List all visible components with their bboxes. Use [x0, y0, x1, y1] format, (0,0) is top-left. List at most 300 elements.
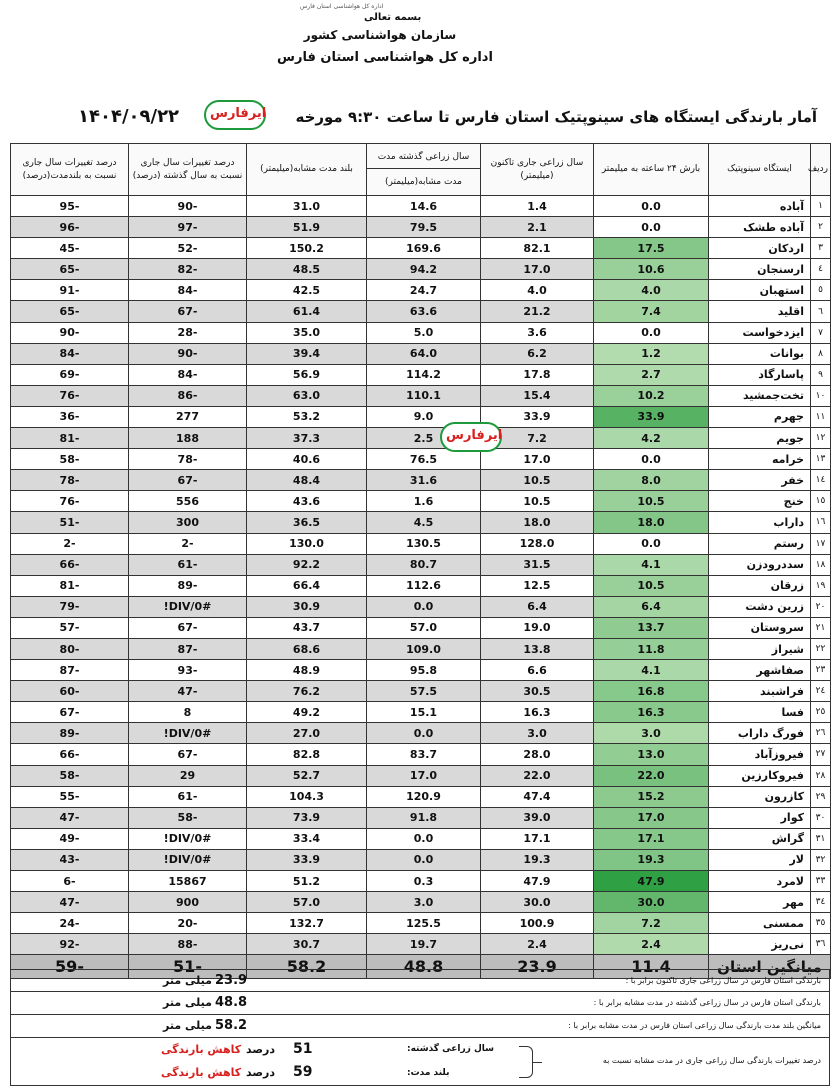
station-name: جهرم	[709, 406, 811, 427]
table-row	[11, 301, 831, 322]
rain24: 22.0	[594, 765, 709, 786]
pct-long: -65	[11, 259, 129, 280]
station-name: خفر	[709, 470, 811, 491]
pct-prev: -2	[129, 533, 247, 554]
station-name: آباده	[709, 196, 811, 217]
pct-long: -49	[11, 828, 129, 849]
rain24: 33.9	[594, 406, 709, 427]
header-prev-year-bottom: مدت مشابه(میلیمتر)	[385, 176, 462, 187]
table-row	[11, 470, 831, 491]
row-idx: ۲	[811, 217, 831, 238]
station-name: آباده طشک	[709, 217, 811, 238]
longterm: 42.5	[247, 280, 367, 301]
station-name: جویم	[709, 428, 811, 449]
current-year: 47.4	[481, 786, 594, 807]
current-year: 82.1	[481, 238, 594, 259]
longterm: 48.4	[247, 470, 367, 491]
longterm: 35.0	[247, 322, 367, 343]
rain24: 3.0	[594, 723, 709, 744]
table-row	[11, 364, 831, 385]
current-year: 6.2	[481, 343, 594, 364]
current-year: 12.5	[481, 575, 594, 596]
summary-percent-label: درصد تغییرات بارندگی سال زراعی جاری در مدت مشابه نسبت به	[602, 1056, 821, 1065]
prev-year: 94.2	[367, 259, 481, 280]
summary-current-label: بارندگی استان فارس در سال زراعی جاری تاکنون برابر با :	[625, 976, 821, 985]
current-year: 30.0	[481, 892, 594, 913]
report-title: آمار بارندگی ایستگاه های سینوپتیک استان فارس تا ساعت ۹:۳۰ مورخه	[295, 108, 817, 126]
prev-year: 5.0	[367, 322, 481, 343]
rain24: 18.0	[594, 512, 709, 533]
longterm: 73.9	[247, 807, 367, 828]
table-row	[11, 491, 831, 512]
table-row	[11, 238, 831, 259]
summary-box	[10, 969, 830, 1086]
prev-year: 114.2	[367, 364, 481, 385]
current-year: 19.3	[481, 849, 594, 870]
row-idx: ۲۲	[811, 638, 831, 659]
station-name: زرقان	[709, 575, 811, 596]
current-year: 7.2	[481, 428, 594, 449]
row-idx: ۹	[811, 364, 831, 385]
row-idx: ۲۱	[811, 617, 831, 638]
table-row	[11, 343, 831, 364]
station-name: گراش	[709, 828, 811, 849]
summary-previous-value: 48.8	[215, 995, 248, 1010]
summary-row-current	[10, 969, 830, 992]
longterm: 48.9	[247, 660, 367, 681]
station-name: کازرون	[709, 786, 811, 807]
prev-year: 9.0	[367, 406, 481, 427]
pct-long: -58	[11, 449, 129, 470]
row-idx: ٦	[811, 301, 831, 322]
row-idx: ۱۳	[811, 449, 831, 470]
table-row	[11, 744, 831, 765]
table-row	[11, 385, 831, 406]
pct-long: -65	[11, 301, 129, 322]
station-name: فراشبند	[709, 681, 811, 702]
current-year: 100.9	[481, 913, 594, 934]
table-row	[11, 934, 831, 955]
longterm: 57.0	[247, 892, 367, 913]
current-year: 6.6	[481, 660, 594, 681]
pct-long: -89	[11, 723, 129, 744]
station-name: فسا	[709, 702, 811, 723]
pct-long: -95	[11, 196, 129, 217]
pct-prev: #DIV/0!	[129, 849, 247, 870]
current-year: 10.5	[481, 470, 594, 491]
longterm: 40.6	[247, 449, 367, 470]
summary-sub-longterm: بلند مدت:	[407, 1068, 450, 1078]
row-idx: ۲٦	[811, 723, 831, 744]
station-name: خرامه	[709, 449, 811, 470]
station-name: داراب	[709, 512, 811, 533]
row-idx: ۳۱	[811, 828, 831, 849]
longterm: 76.2	[247, 681, 367, 702]
table-row	[11, 702, 831, 723]
row-idx: ۲٥	[811, 702, 831, 723]
pct-long: -6	[11, 871, 129, 892]
rain24: 30.0	[594, 892, 709, 913]
table-row	[11, 807, 831, 828]
prev-year: 17.0	[367, 765, 481, 786]
summary-longterm-unit: میلی متر	[163, 1019, 212, 1032]
longterm: 33.4	[247, 828, 367, 849]
prev-year: 130.5	[367, 533, 481, 554]
rain24: 4.0	[594, 280, 709, 301]
pct-prev: -84	[129, 280, 247, 301]
row-idx: ۳٤	[811, 892, 831, 913]
prev-year: 0.0	[367, 723, 481, 744]
pct-prev: -90	[129, 343, 247, 364]
pct-long: -92	[11, 934, 129, 955]
pct-prev: -61	[129, 786, 247, 807]
average-pct-prev: -51	[129, 955, 247, 979]
table-row	[11, 533, 831, 554]
longterm: 48.5	[247, 259, 367, 280]
current-year: 33.9	[481, 406, 594, 427]
table-row	[11, 428, 831, 449]
pct-long: -36	[11, 406, 129, 427]
rain24: 10.5	[594, 575, 709, 596]
pct-prev: -93	[129, 660, 247, 681]
row-idx: ۱۱	[811, 406, 831, 427]
row-idx: ۱	[811, 196, 831, 217]
station-name: بوانات	[709, 343, 811, 364]
header-current-year: سال زراعی جاری تاکنون (میلیمتر)	[481, 144, 594, 196]
header-idx: ردیف	[811, 144, 831, 196]
prev-year: 4.5	[367, 512, 481, 533]
summary-current-value: 23.9	[215, 973, 248, 988]
basmala: بسمه تعالی	[364, 12, 422, 23]
pct-prev: 15867	[129, 871, 247, 892]
prev-year: 14.6	[367, 196, 481, 217]
station-name: کوار	[709, 807, 811, 828]
summary-previous-label: بارندگی استان فارس در سال زراعی گذشته در مدت مشابه برابر با :	[593, 998, 821, 1007]
row-idx: ۳۰	[811, 807, 831, 828]
row-idx: ۱٥	[811, 491, 831, 512]
table-row	[11, 913, 831, 934]
prev-year: 0.0	[367, 828, 481, 849]
rain24: 0.0	[594, 196, 709, 217]
row-idx: ۳٥	[811, 913, 831, 934]
current-year: 10.5	[481, 491, 594, 512]
longterm: 30.9	[247, 596, 367, 617]
current-year: 16.3	[481, 702, 594, 723]
pct-prev: -61	[129, 554, 247, 575]
pct-prev: -67	[129, 470, 247, 491]
rain24: 10.6	[594, 259, 709, 280]
pct-prev: 900	[129, 892, 247, 913]
header-prev-year-top: سال زراعی گذشته مدت	[367, 145, 480, 169]
logo-text-watermark: ایرفارس	[446, 428, 503, 443]
table-row	[11, 406, 831, 427]
rain24: 19.3	[594, 849, 709, 870]
average-longterm: 58.2	[247, 955, 367, 979]
row-idx: ۱۹	[811, 575, 831, 596]
table-row	[11, 322, 831, 343]
pct-prev: -28	[129, 322, 247, 343]
row-idx: ۸	[811, 343, 831, 364]
current-year: 18.0	[481, 512, 594, 533]
rain24: 7.2	[594, 913, 709, 934]
rain24: 4.1	[594, 554, 709, 575]
pct-long: -47	[11, 807, 129, 828]
pct-prev: -88	[129, 934, 247, 955]
row-idx: ۳۳	[811, 871, 831, 892]
header-pct-prev: درصد تغییرات سال جاری نسبت به سال گذشته (درصد)	[129, 144, 247, 196]
current-year: 1.4	[481, 196, 594, 217]
station-name: اردکان	[709, 238, 811, 259]
summary-longterm-label: میانگین بلند مدت بارندگی سال زراعی استان فارس در مدت مشابه برابر با :	[568, 1021, 821, 1030]
row-idx: ۲۳	[811, 660, 831, 681]
rain24: 2.7	[594, 364, 709, 385]
pct-long: -47	[11, 892, 129, 913]
pct-long: -24	[11, 913, 129, 934]
table-row	[11, 596, 831, 617]
rain24: 16.8	[594, 681, 709, 702]
prev-year: 76.5	[367, 449, 481, 470]
longterm: 61.4	[247, 301, 367, 322]
station-name: فیروزآباد	[709, 744, 811, 765]
prev-year: 19.7	[367, 934, 481, 955]
prev-year: 57.0	[367, 617, 481, 638]
pct-long: -87	[11, 660, 129, 681]
pct-prev: -58	[129, 807, 247, 828]
longterm: 66.4	[247, 575, 367, 596]
pct-long: -78	[11, 470, 129, 491]
row-idx: ۲٤	[811, 681, 831, 702]
summary-current-unit: میلی متر	[163, 974, 212, 987]
station-name: ممسنی	[709, 913, 811, 934]
rain24: 17.1	[594, 828, 709, 849]
pct-long: -45	[11, 238, 129, 259]
prev-year: 83.7	[367, 744, 481, 765]
current-year: 17.0	[481, 449, 594, 470]
pct-long: -90	[11, 322, 129, 343]
longterm: 130.0	[247, 533, 367, 554]
pct-long: -96	[11, 217, 129, 238]
prev-year: 24.7	[367, 280, 481, 301]
longterm: 132.7	[247, 913, 367, 934]
summary-previous-unit: میلی متر	[163, 996, 212, 1009]
row-idx: ۳	[811, 238, 831, 259]
table-row	[11, 828, 831, 849]
pct-long: -66	[11, 744, 129, 765]
pct-prev: -89	[129, 575, 247, 596]
pct-prev: -82	[129, 259, 247, 280]
rain24: 47.9	[594, 871, 709, 892]
table-row	[11, 660, 831, 681]
logo-text: ایرفارس	[210, 106, 267, 121]
pct-prev: -97	[129, 217, 247, 238]
header-pct-long: درصد تغییرات سال جاری نسبت به بلندمدت(درصد)	[11, 144, 129, 196]
table-row	[11, 786, 831, 807]
rain24: 13.0	[594, 744, 709, 765]
summary-pct-longterm: 59	[293, 1064, 313, 1080]
table-row	[11, 681, 831, 702]
longterm: 82.8	[247, 744, 367, 765]
current-year: 22.0	[481, 765, 594, 786]
longterm: 30.7	[247, 934, 367, 955]
current-year: 17.1	[481, 828, 594, 849]
current-year: 2.1	[481, 217, 594, 238]
pct-prev: -67	[129, 617, 247, 638]
pct-long: -69	[11, 364, 129, 385]
longterm: 52.7	[247, 765, 367, 786]
station-name: صفاشهر	[709, 660, 811, 681]
report-title-bar	[0, 100, 837, 136]
table-row	[11, 723, 831, 744]
prev-year: 64.0	[367, 343, 481, 364]
longterm: 39.4	[247, 343, 367, 364]
row-idx: ۷	[811, 322, 831, 343]
current-year: 3.0	[481, 723, 594, 744]
rain24: 17.0	[594, 807, 709, 828]
station-name: تخت‌جمشید	[709, 385, 811, 406]
prev-year: 79.5	[367, 217, 481, 238]
row-idx: ۱۸	[811, 554, 831, 575]
rain24: 0.0	[594, 217, 709, 238]
longterm: 68.6	[247, 638, 367, 659]
table-row	[11, 617, 831, 638]
row-idx: ۳٦	[811, 934, 831, 955]
rain24: 10.5	[594, 491, 709, 512]
prev-year: 80.7	[367, 554, 481, 575]
pct-prev: -52	[129, 238, 247, 259]
prev-year: 1.6	[367, 491, 481, 512]
header-longterm: بلند مدت مشابه(میلیمتر)	[247, 144, 367, 196]
row-idx: ۱٤	[811, 470, 831, 491]
current-year: 21.2	[481, 301, 594, 322]
table-body	[11, 196, 831, 955]
rain24: 13.7	[594, 617, 709, 638]
station-name: ارسنجان	[709, 259, 811, 280]
average-label: میانگین استان	[709, 955, 831, 979]
pct-long: -80	[11, 638, 129, 659]
longterm: 63.0	[247, 385, 367, 406]
current-year: 19.0	[481, 617, 594, 638]
rain24: 2.4	[594, 934, 709, 955]
summary-longterm-value: 58.2	[215, 1018, 248, 1033]
report-date: ۱۴۰۴/۰۹/۲۲	[78, 106, 180, 127]
longterm: 51.2	[247, 871, 367, 892]
average-pct-long: -59	[11, 955, 129, 979]
average-current-year: 23.9	[481, 955, 594, 979]
longterm: 92.2	[247, 554, 367, 575]
prev-year: 110.1	[367, 385, 481, 406]
prev-year: 95.8	[367, 660, 481, 681]
table-row	[11, 871, 831, 892]
current-year: 31.5	[481, 554, 594, 575]
longterm: 27.0	[247, 723, 367, 744]
prev-year: 57.5	[367, 681, 481, 702]
prev-year: 91.8	[367, 807, 481, 828]
summary-sub-previous: سال زراعی گذشته:	[407, 1044, 495, 1054]
pct-long: -91	[11, 280, 129, 301]
rain24: 15.2	[594, 786, 709, 807]
pct-prev: -87	[129, 638, 247, 659]
average-prev-year: 48.8	[367, 955, 481, 979]
letterhead-tiny-text: اداره کل هواشناسی استان فارس	[300, 3, 384, 10]
prev-year: 0.0	[367, 849, 481, 870]
pct-prev: -86	[129, 385, 247, 406]
table-row	[11, 217, 831, 238]
current-year: 13.8	[481, 638, 594, 659]
pct-prev: -67	[129, 301, 247, 322]
station-name: خنج	[709, 491, 811, 512]
rain24: 16.3	[594, 702, 709, 723]
station-name: سروستان	[709, 617, 811, 638]
current-year: 17.8	[481, 364, 594, 385]
pct-prev: -47	[129, 681, 247, 702]
longterm: 43.7	[247, 617, 367, 638]
prev-year: 3.0	[367, 892, 481, 913]
pct-long: -55	[11, 786, 129, 807]
summary-pct-unit-2: درصد	[246, 1066, 275, 1079]
station-name: لار	[709, 849, 811, 870]
pct-long: -79	[11, 596, 129, 617]
rain24: 7.4	[594, 301, 709, 322]
rain24: 4.2	[594, 428, 709, 449]
station-name: اقلید	[709, 301, 811, 322]
current-year: 17.0	[481, 259, 594, 280]
current-year: 39.0	[481, 807, 594, 828]
department-name: اداره کل هواشناسی استان فارس	[277, 50, 493, 65]
table-row	[11, 638, 831, 659]
summary-status-2: کاهش بارندگی	[161, 1066, 242, 1079]
rain24: 11.8	[594, 638, 709, 659]
logo-badge	[204, 100, 266, 130]
station-name: لامرد	[709, 871, 811, 892]
prev-year: 15.1	[367, 702, 481, 723]
logo-badge-watermark	[440, 422, 502, 452]
station-name: نی‌ریز	[709, 934, 811, 955]
station-name: ایزدخواست	[709, 322, 811, 343]
summary-pct-previous: 51	[293, 1041, 313, 1057]
table-header-row	[11, 144, 831, 196]
row-idx: ۲۰	[811, 596, 831, 617]
rain24: 0.0	[594, 449, 709, 470]
pct-prev: 556	[129, 491, 247, 512]
pct-prev: 277	[129, 406, 247, 427]
current-year: 47.9	[481, 871, 594, 892]
pct-prev: #DIV/0!	[129, 723, 247, 744]
rain24: 10.2	[594, 385, 709, 406]
pct-long: -43	[11, 849, 129, 870]
prev-year: 0.0	[367, 596, 481, 617]
pct-long: -84	[11, 343, 129, 364]
prev-year: 125.5	[367, 913, 481, 934]
longterm: 51.9	[247, 217, 367, 238]
pct-prev: 188	[129, 428, 247, 449]
longterm: 43.6	[247, 491, 367, 512]
longterm: 33.9	[247, 849, 367, 870]
table-row	[11, 765, 831, 786]
current-year: 6.4	[481, 596, 594, 617]
table-row	[11, 449, 831, 470]
row-idx: ۲۸	[811, 765, 831, 786]
current-year: 28.0	[481, 744, 594, 765]
prev-year: 120.9	[367, 786, 481, 807]
row-idx: ۲۹	[811, 786, 831, 807]
rain24: 6.4	[594, 596, 709, 617]
prev-year: 31.6	[367, 470, 481, 491]
rain24: 0.0	[594, 533, 709, 554]
pct-long: -81	[11, 575, 129, 596]
table-row	[11, 280, 831, 301]
prev-year: 0.3	[367, 871, 481, 892]
current-year: 128.0	[481, 533, 594, 554]
